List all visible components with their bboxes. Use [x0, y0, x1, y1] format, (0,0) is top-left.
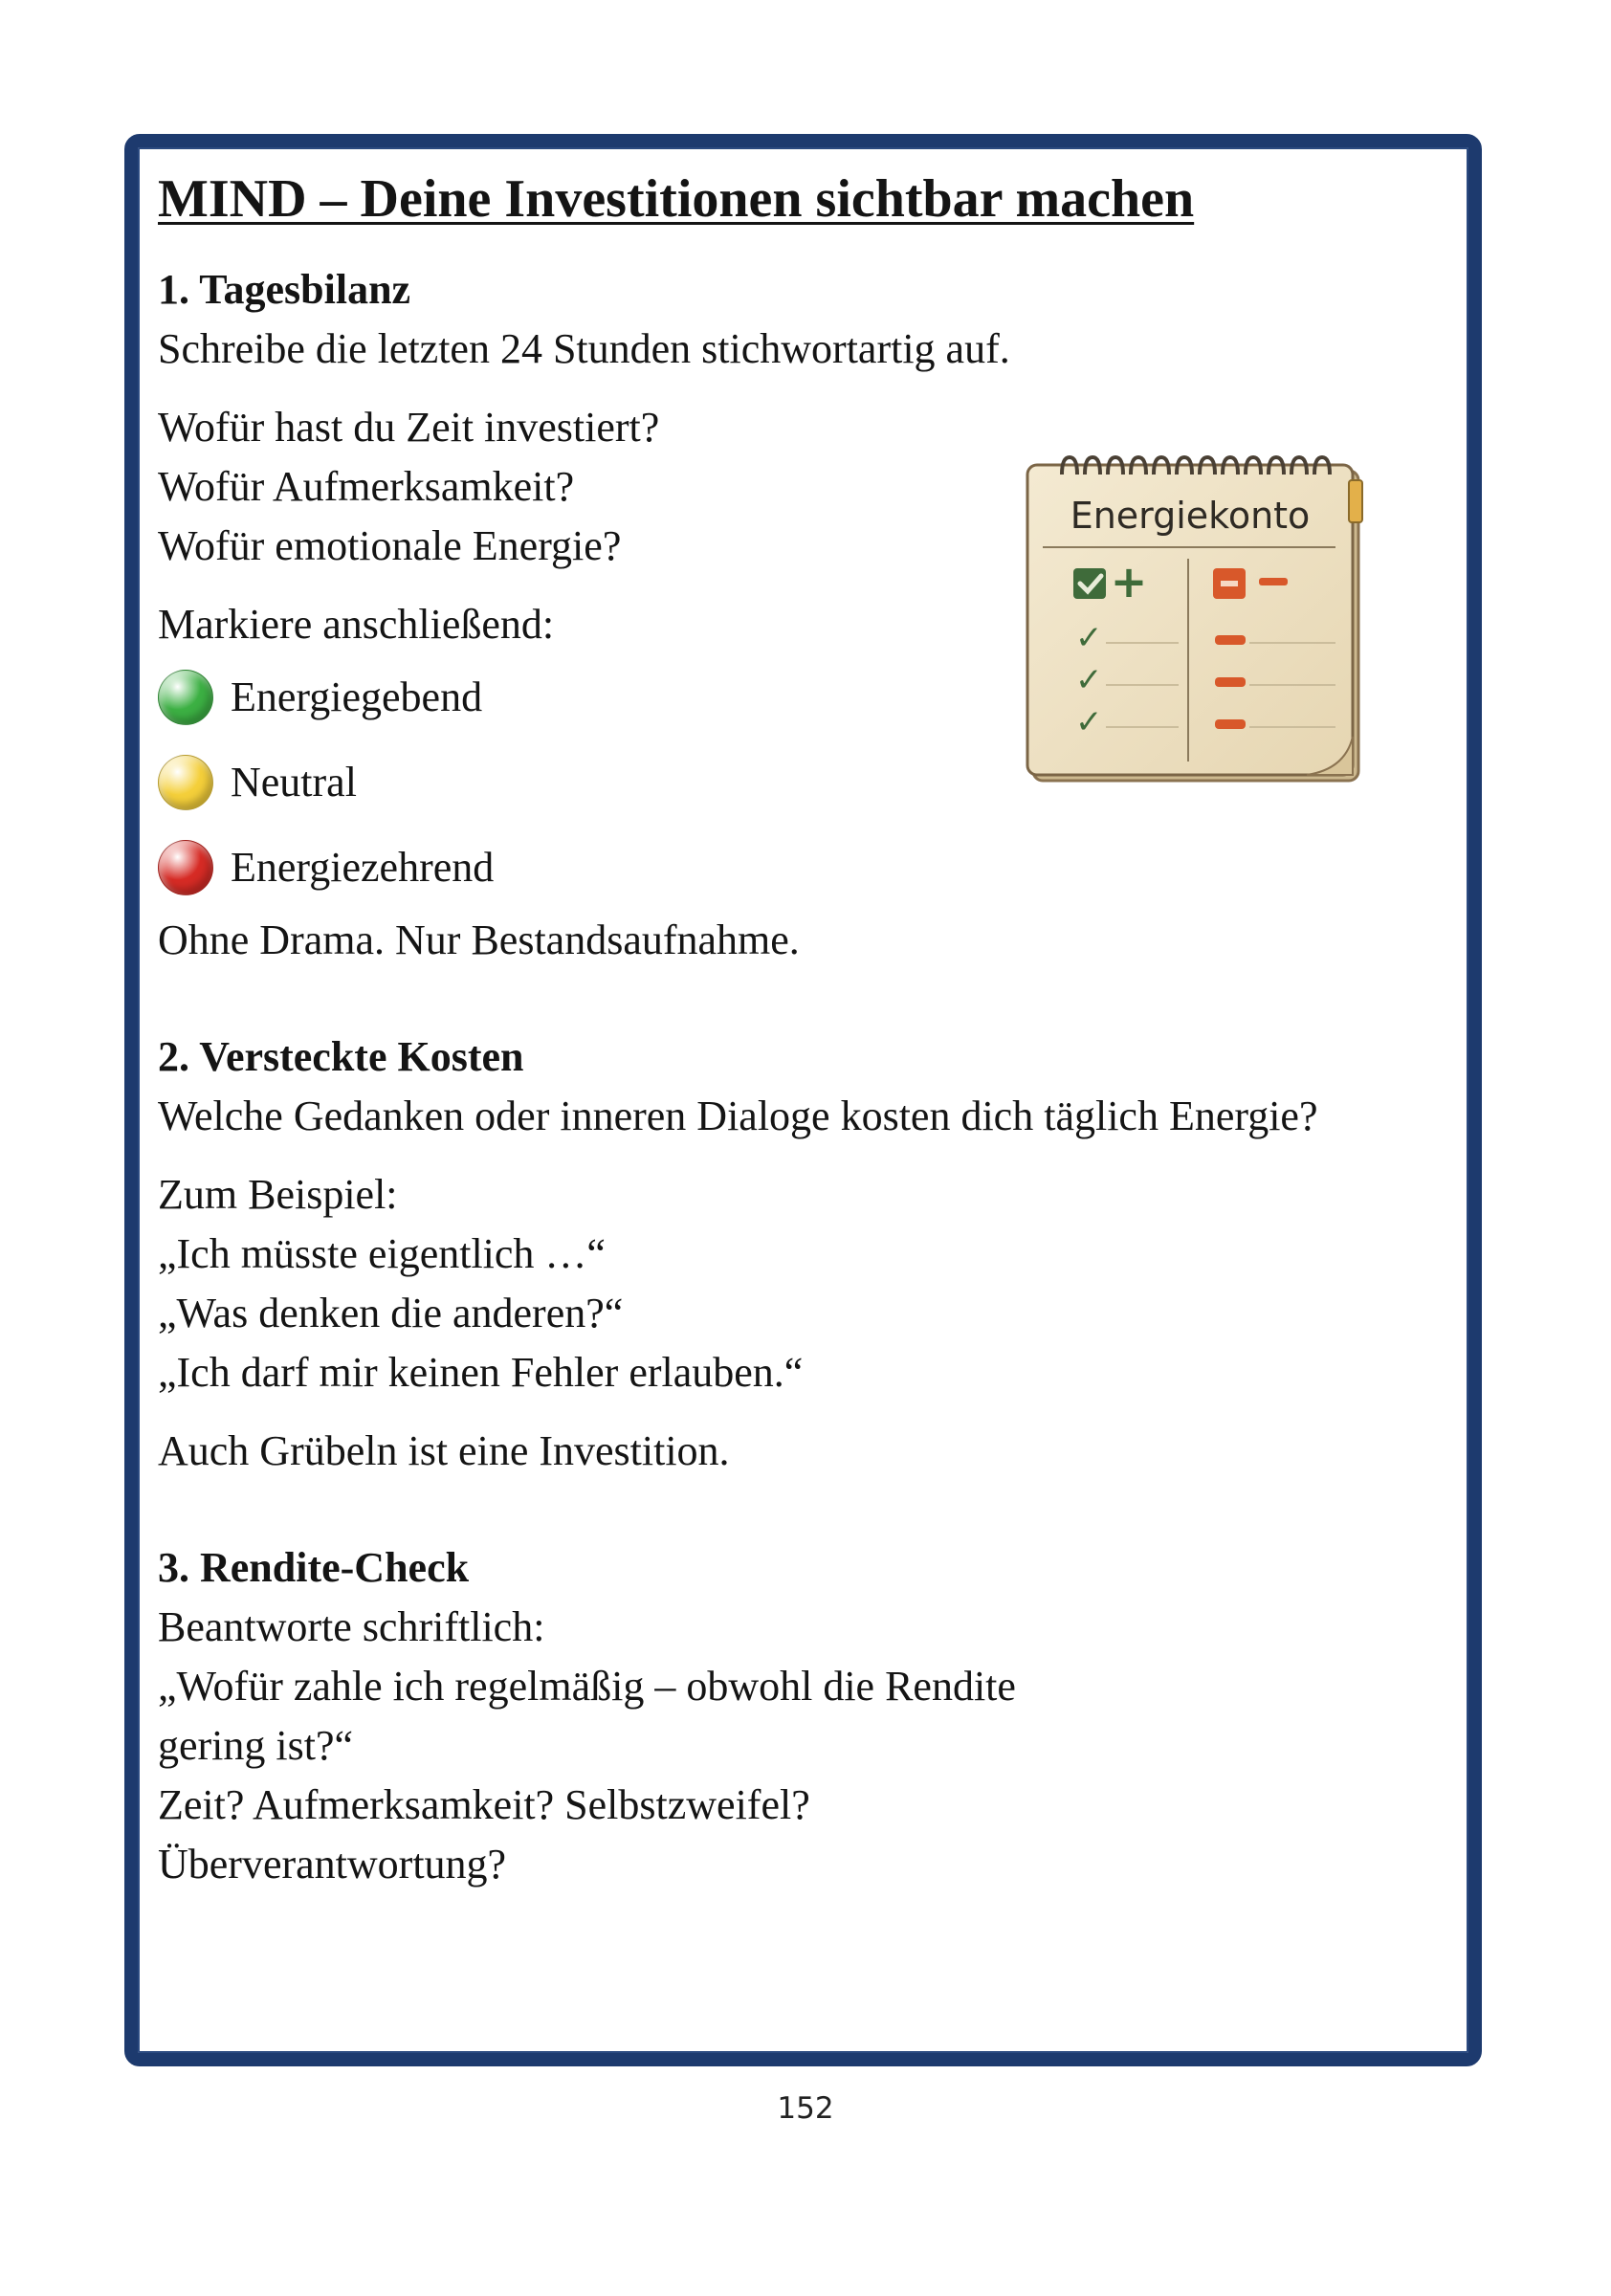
section3-options-line: Überverantwortung?	[158, 1841, 507, 1888]
plus-icon: +	[1110, 556, 1148, 607]
page-content	[158, 168, 1459, 1894]
notebook-title: Energiekonto	[1070, 495, 1311, 537]
check-icon: ✓	[1075, 619, 1103, 657]
check-icon: ✓	[1075, 661, 1103, 699]
yellow-dot-icon	[158, 755, 213, 810]
page-title: MIND – Deine Investitionen sichtbar machen	[158, 169, 1195, 229]
example-quote: „Ich darf mir keinen Fehler erlauben.“	[158, 1349, 804, 1396]
question-time: Wofür hast du Zeit investiert?	[158, 404, 660, 451]
marker-label: Energiezehrend	[231, 844, 495, 891]
mark-prompt: Markiere anschließend:	[158, 601, 555, 648]
energy-account-notebook-icon	[1020, 452, 1366, 788]
red-dot-icon	[158, 840, 213, 895]
question-emotional-energy: Wofür emotionale Energie?	[158, 522, 622, 569]
check-icon: ✓	[1075, 703, 1103, 741]
section3-options-line: Zeit? Aufmerksamkeit? Selbstzweifel?	[158, 1781, 810, 1828]
marker-draining	[158, 838, 1459, 897]
section3-quote-line: gering ist?“	[158, 1722, 354, 1769]
section2-heading: 2. Versteckte Kosten	[158, 1033, 524, 1080]
green-dot-icon	[158, 670, 213, 725]
example-quote: „Was denken die anderen?“	[158, 1290, 624, 1336]
minus-icon	[1259, 578, 1288, 585]
section1-heading: 1. Tagesbilanz	[158, 266, 411, 313]
marker-label: Energiegebend	[231, 673, 483, 720]
question-attention: Wofür Aufmerksamkeit?	[158, 463, 575, 510]
minus-entry-icon	[1215, 635, 1246, 645]
page-number: 152	[777, 2091, 834, 2126]
section1-intro: Schreibe die letzten 24 Stunden stichwortartig auf.	[158, 325, 1010, 372]
example-quote: „Ich müsste eigentlich …“	[158, 1230, 606, 1277]
example-intro: Zum Beispiel:	[158, 1171, 398, 1218]
marker-label: Neutral	[231, 759, 357, 806]
minus-entry-icon	[1215, 719, 1246, 729]
section2-question: Welche Gedanken oder inneren Dialoge kosten dich täglich Energie?	[158, 1093, 1318, 1139]
section1-closing: Ohne Drama. Nur Bestandsaufnahme.	[158, 916, 800, 963]
section3-heading: 3. Rendite-Check	[158, 1544, 470, 1591]
section2-closing: Auch Grübeln ist eine Investition.	[158, 1427, 730, 1474]
section3-quote-line: „Wofür zahle ich regelmäßig – obwohl die Rendite	[158, 1663, 1016, 1710]
minus-entry-icon	[1215, 677, 1246, 687]
section3-instruction: Beantworte schriftlich:	[158, 1603, 545, 1650]
